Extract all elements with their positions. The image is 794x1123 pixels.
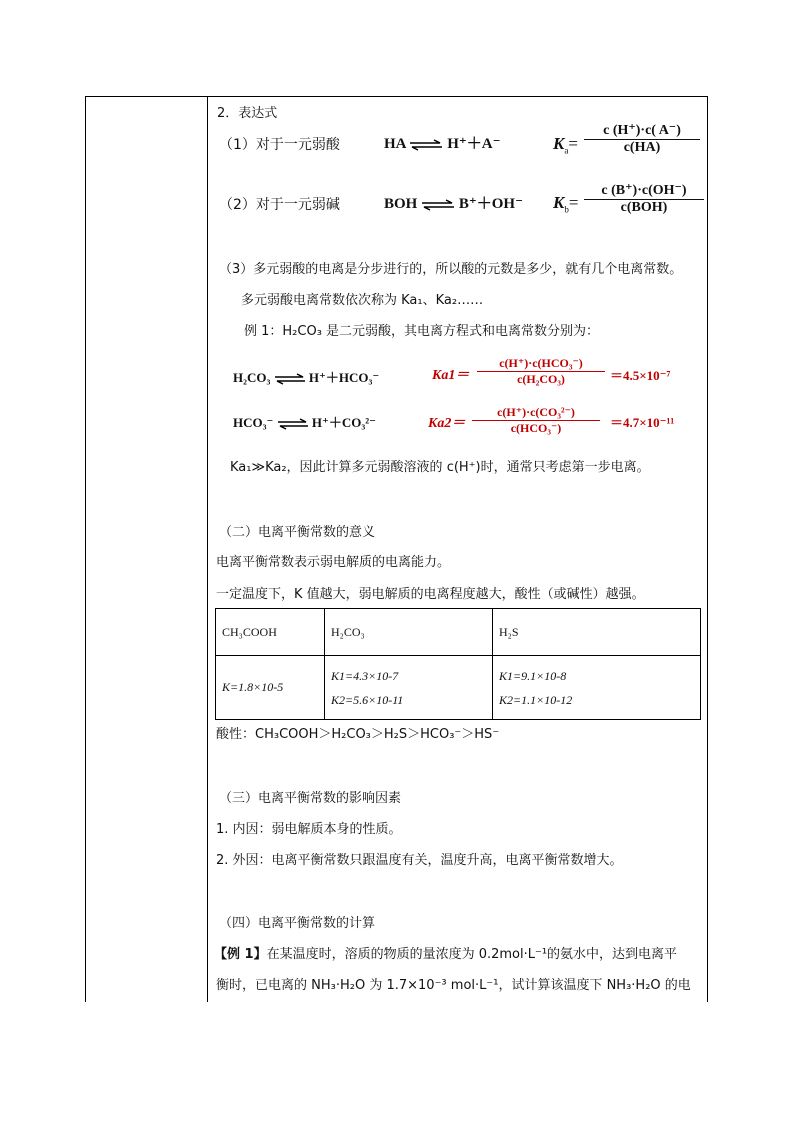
- eq2-value: ＝4.7×10⁻¹¹: [610, 415, 675, 430]
- acidity-order: 酸性：CH₃COOH＞H₂CO₃＞H₂S＞HCO₃⁻＞HS⁻: [216, 727, 500, 742]
- polyacid-line1: （3）多元弱酸的电离是分步进行的，所以酸的元数是多少，就有几个电离常数。: [219, 262, 683, 277]
- example-tag: 【例 1】: [214, 947, 267, 962]
- item1-left: HA: [384, 136, 406, 152]
- calc-example-line2: 衡时，已电离的 NH₃·H₂O 为 1.7×10⁻³ mol·L⁻¹，试计算该温度下 NH₃·H₂O 的电: [216, 978, 691, 993]
- cell-ch3cooh-k: [216, 656, 325, 720]
- table-header-row: [216, 609, 701, 656]
- item1-equation: [384, 136, 501, 152]
- item2-denominator: c(BOH): [620, 200, 668, 215]
- cell-h2s-k: [493, 656, 701, 720]
- header-h2co3: H₂CO₃: [325, 609, 493, 656]
- polyacid-line3: 例 1：H₂CO₃ 是二元弱酸，其电离方程式和电离常数分别为：: [244, 324, 600, 339]
- header-ch3cooh: CH₃COOH: [216, 609, 325, 656]
- item1-fraction: [584, 122, 700, 156]
- eq1-equation: [233, 370, 379, 386]
- item2-k-sub: b: [564, 204, 569, 215]
- item1-right: H⁺＋A⁻: [447, 136, 501, 152]
- eq1-value: ＝4.5×10⁻⁷: [610, 368, 671, 383]
- eq2-equation: [233, 415, 376, 431]
- eq2-denominator: c(HCO₃⁻): [510, 421, 562, 435]
- item2-equation: [384, 196, 523, 212]
- ch3cooh-k-value: K=1.8×10-5: [222, 680, 284, 694]
- example-text-1: 在某温度时，溶质的物质的量浓度为 0.2mol·L⁻¹的氨水中，达到电离平: [266, 947, 678, 962]
- eq1-right: H⁺＋HCO₃⁻: [308, 370, 380, 385]
- item2-fraction: [584, 182, 704, 216]
- equilibrium-arrow-icon: [409, 139, 443, 151]
- item2-left: BOH: [384, 196, 418, 212]
- column-divider: [207, 96, 208, 1002]
- polyacid-line2: 多元弱酸电离常数依次称为 Ka₁、Ka₂……: [241, 293, 484, 308]
- item1-k-sub: a: [564, 145, 569, 156]
- eq2-numerator: c(H⁺)·c(CO₃²⁻): [497, 405, 575, 419]
- item1-k: K: [553, 134, 565, 153]
- factors-item2: 2. 外因：电离平衡常数只跟温度有关，温度升高，电离平衡常数增大。: [216, 853, 623, 868]
- item2-label: （2）对于一元弱碱: [219, 197, 340, 213]
- item1-label: （1）对于一元弱酸: [219, 137, 340, 153]
- eq1-numerator: c(H⁺)·c(HCO₃⁻): [499, 356, 583, 370]
- equilibrium-arrow-icon: [421, 199, 455, 211]
- factors-item1: 1. 内因：弱电解质本身的性质。: [216, 822, 402, 837]
- equilibrium-arrow-icon: [277, 418, 309, 430]
- h2co3-k1: K1=4.3×10-7: [331, 668, 399, 683]
- eq1-denominator: c(H₂CO₃): [517, 372, 565, 386]
- eq1-k-label: Ka1＝: [432, 368, 470, 383]
- ionization-constant-table: [215, 608, 701, 720]
- equilibrium-arrow-icon: [274, 373, 306, 385]
- table-row: [216, 656, 701, 720]
- meaning-heading: （二）电离平衡常数的意义: [219, 525, 376, 540]
- eq2-fraction: [472, 405, 600, 436]
- eq2-left: HCO₃⁻: [233, 415, 274, 430]
- eq1-fraction: [477, 356, 605, 387]
- item2-right: B⁺＋OH⁻: [458, 196, 524, 212]
- h2s-k2: K2=1.1×10-12: [499, 692, 573, 707]
- factors-heading: （三）电离平衡常数的影响因素: [219, 791, 402, 806]
- h2co3-k2: K2=5.6×10-11: [331, 692, 404, 707]
- header-h2s: H₂S: [493, 609, 701, 656]
- polyacid-line4: Ka₁≫Ka₂，因此计算多元弱酸溶液的 c(H⁺)时，通常只考虑第一步电离。: [230, 460, 650, 475]
- item2-k-symbol: $K_b=$: [553, 193, 579, 215]
- eq2-k-label: Ka2＝: [428, 416, 466, 431]
- eq2-right: H⁺＋CO₃²⁻: [311, 415, 377, 430]
- item2-numerator: c (B⁺)·c(OH⁻): [601, 183, 687, 198]
- item1-k-symbol: $K_a=$: [553, 134, 578, 156]
- item1-denominator: c(HA): [623, 140, 661, 155]
- calc-heading: （四）电离平衡常数的计算: [219, 916, 376, 931]
- meaning-line2: 一定温度下，K 值越大，弱电解质的电离程度越大，酸性（或碱性）越强。: [216, 587, 645, 602]
- calc-example-line1: [214, 947, 677, 963]
- meaning-line1: 电离平衡常数表示弱电解质的电离能力。: [216, 555, 451, 570]
- cell-h2co3-k: [325, 656, 493, 720]
- h2s-k1: K1=9.1×10-8: [499, 668, 567, 683]
- item1-numerator: c (H⁺)·c( A⁻): [603, 123, 681, 138]
- section-title: 2．表达式: [217, 106, 278, 121]
- eq1-left: H₂CO₃: [233, 370, 271, 385]
- item2-k: K: [553, 193, 565, 212]
